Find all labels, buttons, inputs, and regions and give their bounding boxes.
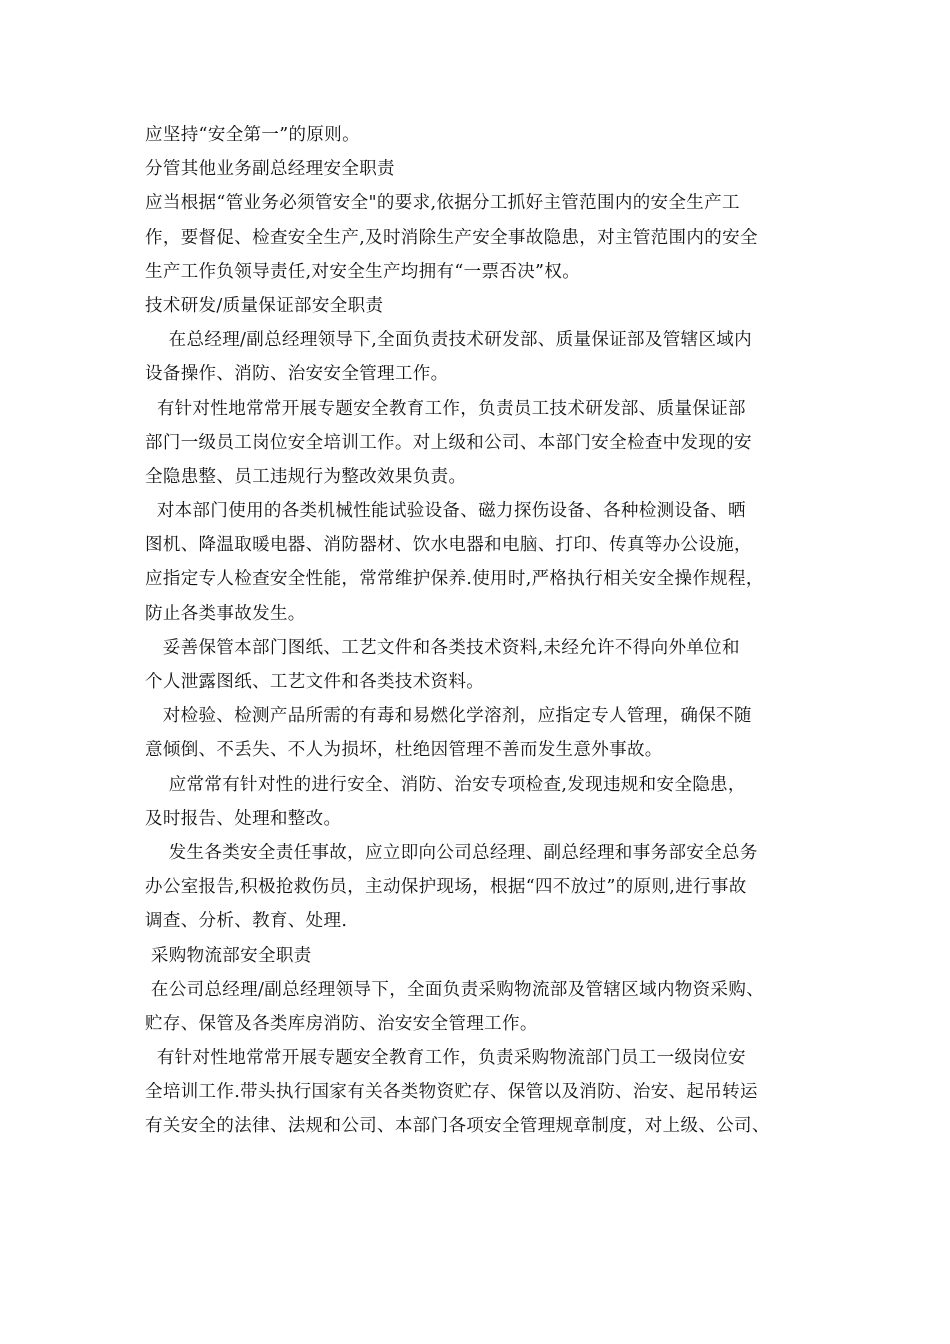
text-line: 应指定专人检查安全性能，常常维护保养.使用时,严格执行相关安全操作规程， bbox=[145, 569, 764, 590]
text-line: 意倾倒、不丢失、不人为损坏，杜绝因管理不善而发生意外事故。 bbox=[145, 740, 663, 761]
text-line: 有针对性地常常开展专题安全教育工作，负责采购物流部门员工一级岗位安 bbox=[145, 1048, 746, 1069]
section-heading: 分管其他业务副总经理安全职责 bbox=[145, 159, 395, 180]
text-line: 在总经理/副总经理领导下,全面负责技术研发部、质量保证部及管辖区域内 bbox=[145, 330, 753, 351]
text-line: 防止各类事故发生。 bbox=[145, 603, 306, 624]
text-line: 应常常有针对性的进行安全、消防、治安专项检查,发现违规和安全隐患， bbox=[145, 774, 746, 795]
text-line: 全隐患整、员工违规行为整改效果负责。 bbox=[145, 466, 467, 487]
text-line: 部门一级员工岗位安全培训工作。对上级和公司、本部门安全检查中发现的安 bbox=[145, 432, 752, 453]
text-line: 作，要督促、检查安全生产,及时消除生产安全事故隐患，对主管范围内的安全 bbox=[145, 227, 758, 248]
text-line: 生产工作负领导责任,对安全生产均拥有“一票否决”权。 bbox=[145, 261, 581, 282]
text-line: 妥善保管本部门图纸、工艺文件和各类技术资料,未经允许不得向外单位和 bbox=[145, 637, 740, 658]
section-heading: 采购物流部安全职责 bbox=[145, 945, 312, 966]
text-line: 办公室报告,积极抢救伤员，主动保护现场，根据“四不放过”的原则,进行事故 bbox=[145, 877, 747, 898]
text-line: 个人泄露图纸、工艺文件和各类技术资料。 bbox=[145, 672, 485, 692]
text-line: 图机、降温取暖电器、消防器材、饮水电器和电脑、打印、传真等办公设施， bbox=[145, 535, 752, 556]
text-line: 贮存、保管及各类库房消防、治安安全管理工作。 bbox=[145, 1013, 538, 1034]
text-line: 调查、分析、教育、处理. bbox=[145, 911, 348, 932]
text-line: 及时报告、处理和整改。 bbox=[145, 808, 342, 829]
document-body bbox=[145, 118, 835, 1144]
text-line: 有针对性地常常开展专题安全教育工作，负责员工技术研发部、质量保证部 bbox=[145, 398, 746, 419]
text-line: 全培训工作.带头执行国家有关各类物资贮存、保管以及消防、治安、起吊转运 bbox=[145, 1082, 758, 1103]
text-line: 应当根据“管业务必须管安全"的要求,依据分工抓好主管范围内的安全生产工 bbox=[145, 193, 740, 214]
text-line: 设备操作、消防、治安安全管理工作。 bbox=[145, 364, 449, 385]
text-line: 发生各类安全责任事故，应立即向公司总经理、副总经理和事务部安全总务 bbox=[145, 842, 758, 863]
text-line: 有关安全的法律、法规和公司、本部门各项安全管理规章制度，对上级、公司、 bbox=[145, 1116, 770, 1137]
text-line: 对检验、检测产品所需的有毒和易燃化学溶剂，应指定专人管理，确保不随 bbox=[145, 706, 752, 727]
section-heading: 技术研发/质量保证部安全职责 bbox=[145, 295, 384, 316]
text-line: 对本部门使用的各类机械性能试验设备、磁力探伤设备、各种检测设备、晒 bbox=[145, 501, 746, 522]
text-line: 在公司总经理/副总经理领导下，全面负责采购物流部及管辖区域内物资采购、 bbox=[145, 979, 765, 1000]
text-line: 应坚持“安全第一”的原则。 bbox=[145, 125, 360, 145]
